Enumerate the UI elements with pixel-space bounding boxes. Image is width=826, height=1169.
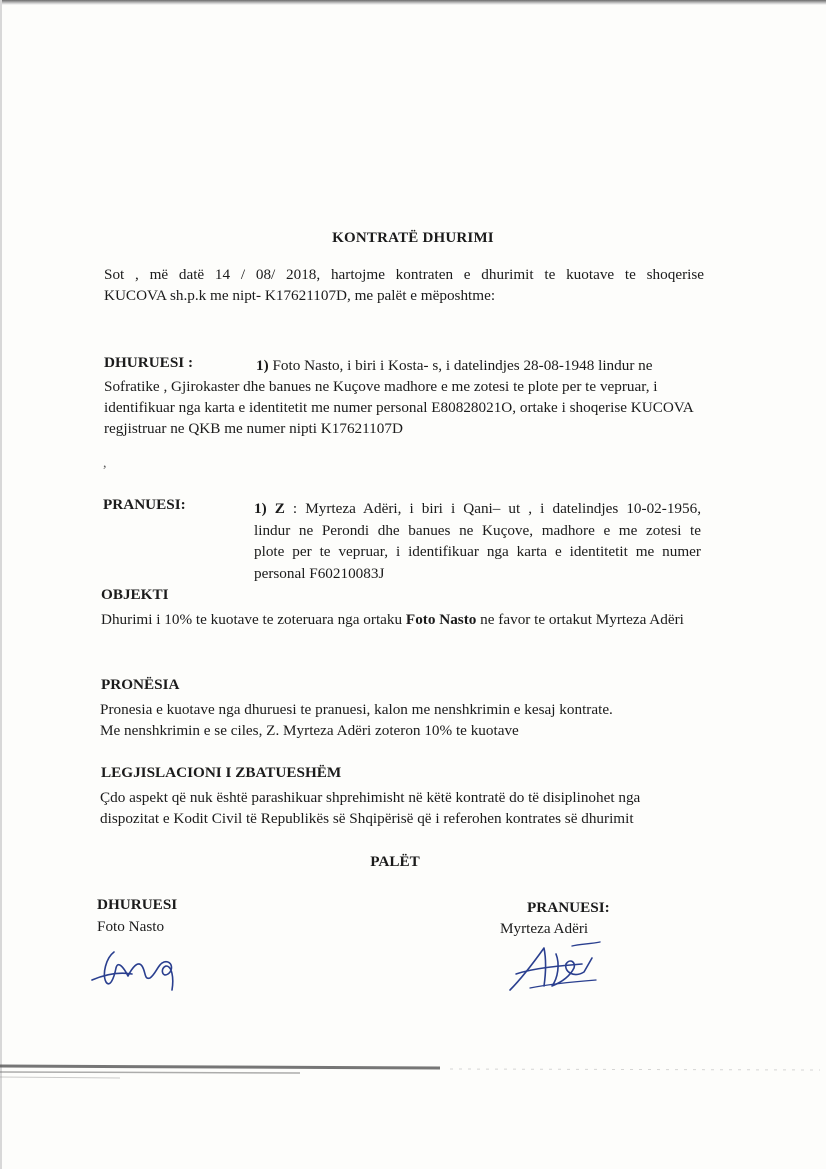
dhuruesi-number: 1) bbox=[256, 357, 269, 374]
document-title: KONTRATË DHURIMI bbox=[332, 230, 494, 246]
legjislacioni-line-2: dispozitat e Kodit Civil të Republikës së Shqipërisë që i referohen kontrates së dhurimit bbox=[100, 810, 634, 827]
signature-left-handwritten bbox=[84, 938, 194, 996]
legjislacioni-paragraph bbox=[100, 787, 720, 829]
pranuesi-label: PRANUESI: bbox=[103, 496, 186, 513]
pranuesi-line-3: plote per te vepruar, i identifikuar nga karta e identitetit me numer bbox=[254, 543, 701, 560]
signature-right-name: Myrteza Adëri bbox=[500, 920, 589, 937]
objekti-bold-name: Foto Nasto bbox=[405, 611, 477, 628]
pronesia-line-2: Me nenshkrimin e se ciles, Z. Myrteza Adëri zoteron 10% te kuotave bbox=[100, 722, 519, 739]
intro-line-1: Sot , më datë 14 / 08/ 2018, hartojme kontraten e dhurimit te kuotave te shoqerise bbox=[104, 266, 704, 283]
scan-bottom-artifact bbox=[0, 1060, 826, 1090]
pranuesi-line-4: personal F60210083J bbox=[254, 564, 385, 582]
intro-paragraph bbox=[104, 264, 704, 306]
legjislacioni-line-1: Çdo aspekt që nuk është parashikuar shprehimisht në këtë kontratë do të disiplinohet nga bbox=[100, 789, 641, 806]
dhuruesi-paragraph bbox=[104, 355, 701, 439]
objekti-text-before: Dhurimi i 10% te kuotave te zoteruara nga ortaku bbox=[101, 611, 406, 628]
signature-left-name: Foto Nasto bbox=[97, 918, 165, 935]
signature-right-label: PRANUESI: bbox=[527, 899, 610, 916]
palet-heading: PALËT bbox=[370, 853, 420, 870]
intro-line-2: KUCOVA sh.p.k me nipt- K17621107D, me palët e mëposhtme: bbox=[104, 287, 496, 304]
pranuesi-number: 1) Z bbox=[254, 500, 285, 517]
signature-right-handwritten bbox=[500, 938, 610, 996]
pronesia-line-1: Pronesia e kuotave nga dhuruesi te pranuesi, kalon me nenshkrimin e kesaj kontrate. bbox=[100, 701, 613, 718]
dhuruesi-label: DHURUESI : bbox=[104, 354, 194, 371]
pronesia-paragraph bbox=[100, 699, 720, 741]
legjislacioni-heading: LEGJISLACIONI I ZBATUESHËM bbox=[101, 764, 342, 781]
pranuesi-line-1 bbox=[254, 498, 701, 520]
stray-mark: , bbox=[103, 456, 107, 471]
pronesia-heading: PRONËSIA bbox=[101, 676, 180, 693]
objekti-paragraph bbox=[101, 609, 700, 630]
scan-top-edge bbox=[0, 0, 826, 5]
scan-left-edge bbox=[0, 0, 2, 1169]
dhuruesi-text: Foto Nasto, i biri i Kosta- s, i datelindjes 28-08-1948 lindur ne Sofratike , Gjirokaster dhe banues ne Kuçove madhore e me zotesi te plote per te vepruar, i identifikuar nga karta e identitetit me numer personal E80828021O, ortake i shoqerise KUCOVA regjistruar ne QKB me numer nipti K17621107D bbox=[104, 357, 693, 437]
objekti-text-after: ne favor te ortakut Myrteza Adëri bbox=[476, 611, 684, 628]
signature-left-label: DHURUESI bbox=[97, 896, 178, 913]
objekti-heading: OBJEKTI bbox=[101, 586, 169, 603]
pranuesi-line-1-text: : Myrteza Adëri, i biri i Qani– ut , i datelindjes 10-02-1956, bbox=[284, 500, 701, 517]
pranuesi-paragraph bbox=[254, 498, 701, 584]
pranuesi-line-2: lindur ne Perondi dhe banues ne Kuçove, madhore e me zotesi te bbox=[254, 521, 701, 539]
